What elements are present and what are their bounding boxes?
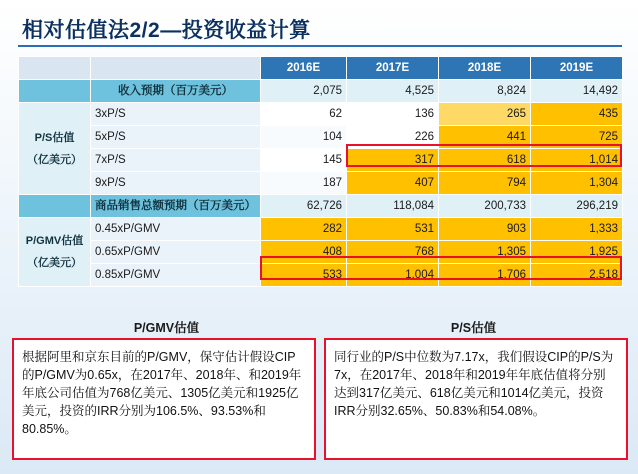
- ps-5x-2017: 226: [347, 126, 439, 149]
- gmv-2018: 200,733: [439, 195, 531, 218]
- pgmv-045-label: 0.45xP/GMV: [91, 218, 261, 241]
- pgmv-065-2019: 1,925: [531, 241, 623, 264]
- ps-9x-2019: 1,304: [531, 172, 623, 195]
- header-name-cell: [91, 57, 261, 80]
- revenue-2016: 2,075: [261, 80, 347, 103]
- ps-9x-2017: 407: [347, 172, 439, 195]
- note-ps: 同行业的P/S中位数为7.17x，我们假设CIP的P/S为7x，在2017年、2018年和2019年年底估值将分别达到317亿美元、618亿美元和1014亿美元，投资IRR分别32.65%、50.83%和54.08%。: [324, 338, 628, 460]
- pgmv-085-2016: 533: [261, 264, 347, 287]
- valuation-table-container: [18, 56, 622, 287]
- pgmv-065-2018: 1,305: [439, 241, 531, 264]
- pgmv-045-2016: 282: [261, 218, 347, 241]
- ps-3x-2018: 265: [439, 103, 531, 126]
- pgmv-group-label: P/GMV估值 （亿美元）: [19, 218, 91, 287]
- title-bar: [0, 14, 638, 48]
- pgmv-085-label: 0.85xP/GMV: [91, 264, 261, 287]
- ps-3x-label: 3xP/S: [91, 103, 261, 126]
- table-row: [19, 126, 623, 149]
- pgmv-085-2017: 1,004: [347, 264, 439, 287]
- gmv-row-label: 商品销售总额预期（百万美元）: [91, 195, 261, 218]
- gmv-2019: 296,219: [531, 195, 623, 218]
- gmv-2017: 118,084: [347, 195, 439, 218]
- header-year-2017: 2017E: [347, 57, 439, 80]
- revenue-row-group: [19, 80, 91, 103]
- pgmv-065-label: 0.65xP/GMV: [91, 241, 261, 264]
- revenue-row-label: 收入预期（百万美元）: [91, 80, 261, 103]
- gmv-row-group: [19, 195, 91, 218]
- caption-ps-title: P/S估值: [450, 321, 497, 335]
- pgmv-065-2016: 408: [261, 241, 347, 264]
- table-row: [19, 149, 623, 172]
- ps-5x-2018: 441: [439, 126, 531, 149]
- caption-pgmv-title: P/GMV估值: [133, 321, 200, 335]
- revenue-2018: 8,824: [439, 80, 531, 103]
- gmv-2016: 62,726: [261, 195, 347, 218]
- pgmv-045-2018: 903: [439, 218, 531, 241]
- table-header-row: [19, 57, 623, 80]
- ps-5x-label: 5xP/S: [91, 126, 261, 149]
- caption-row: [18, 318, 622, 338]
- ps-7x-2019: 1,014: [531, 149, 623, 172]
- ps-7x-2018: 618: [439, 149, 531, 172]
- ps-9x-label: 9xP/S: [91, 172, 261, 195]
- ps-7x-2017: 317: [347, 149, 439, 172]
- header-year-2018: 2018E: [439, 57, 531, 80]
- ps-7x-2016: 145: [261, 149, 347, 172]
- table-row: [19, 241, 623, 264]
- page-title: 相对估值法2/2—投资收益计算: [22, 19, 311, 42]
- ps-3x-2016: 62: [261, 103, 347, 126]
- table-row: [19, 195, 623, 218]
- pgmv-045-2017: 531: [347, 218, 439, 241]
- header-corner-cell: [19, 57, 91, 80]
- table-row: [19, 218, 623, 241]
- ps-9x-2018: 794: [439, 172, 531, 195]
- pgmv-085-2018: 1,706: [439, 264, 531, 287]
- pgmv-065-2017: 768: [347, 241, 439, 264]
- ps-3x-2019: 435: [531, 103, 623, 126]
- ps-group-label: P/S估值 （亿美元）: [19, 103, 91, 195]
- table-row: [19, 172, 623, 195]
- title-divider: [18, 45, 622, 47]
- ps-7x-label: 7xP/S: [91, 149, 261, 172]
- ps-3x-2017: 136: [347, 103, 439, 126]
- header-year-2016: 2016E: [261, 57, 347, 80]
- note-pgmv: 根据阿里和京东目前的P/GMV，保守估计假设CIP的P/GMV为0.65x，在2017年、2018年、和2019年年底公司估值为768亿美元、1305亿美元和1925亿美元，投资的IRR分别为106.5%、93.53%和80.85%。: [12, 338, 316, 460]
- header-year-2019: 2019E: [531, 57, 623, 80]
- revenue-2019: 14,492: [531, 80, 623, 103]
- ps-9x-2016: 187: [261, 172, 347, 195]
- pgmv-085-2019: 2,518: [531, 264, 623, 287]
- notes-row: [12, 338, 628, 460]
- table-row: [19, 264, 623, 287]
- table-row: [19, 103, 623, 126]
- revenue-2017: 4,525: [347, 80, 439, 103]
- valuation-table: [18, 56, 623, 287]
- ps-5x-2019: 725: [531, 126, 623, 149]
- table-row: [19, 80, 623, 103]
- ps-5x-2016: 104: [261, 126, 347, 149]
- pgmv-045-2019: 1,333: [531, 218, 623, 241]
